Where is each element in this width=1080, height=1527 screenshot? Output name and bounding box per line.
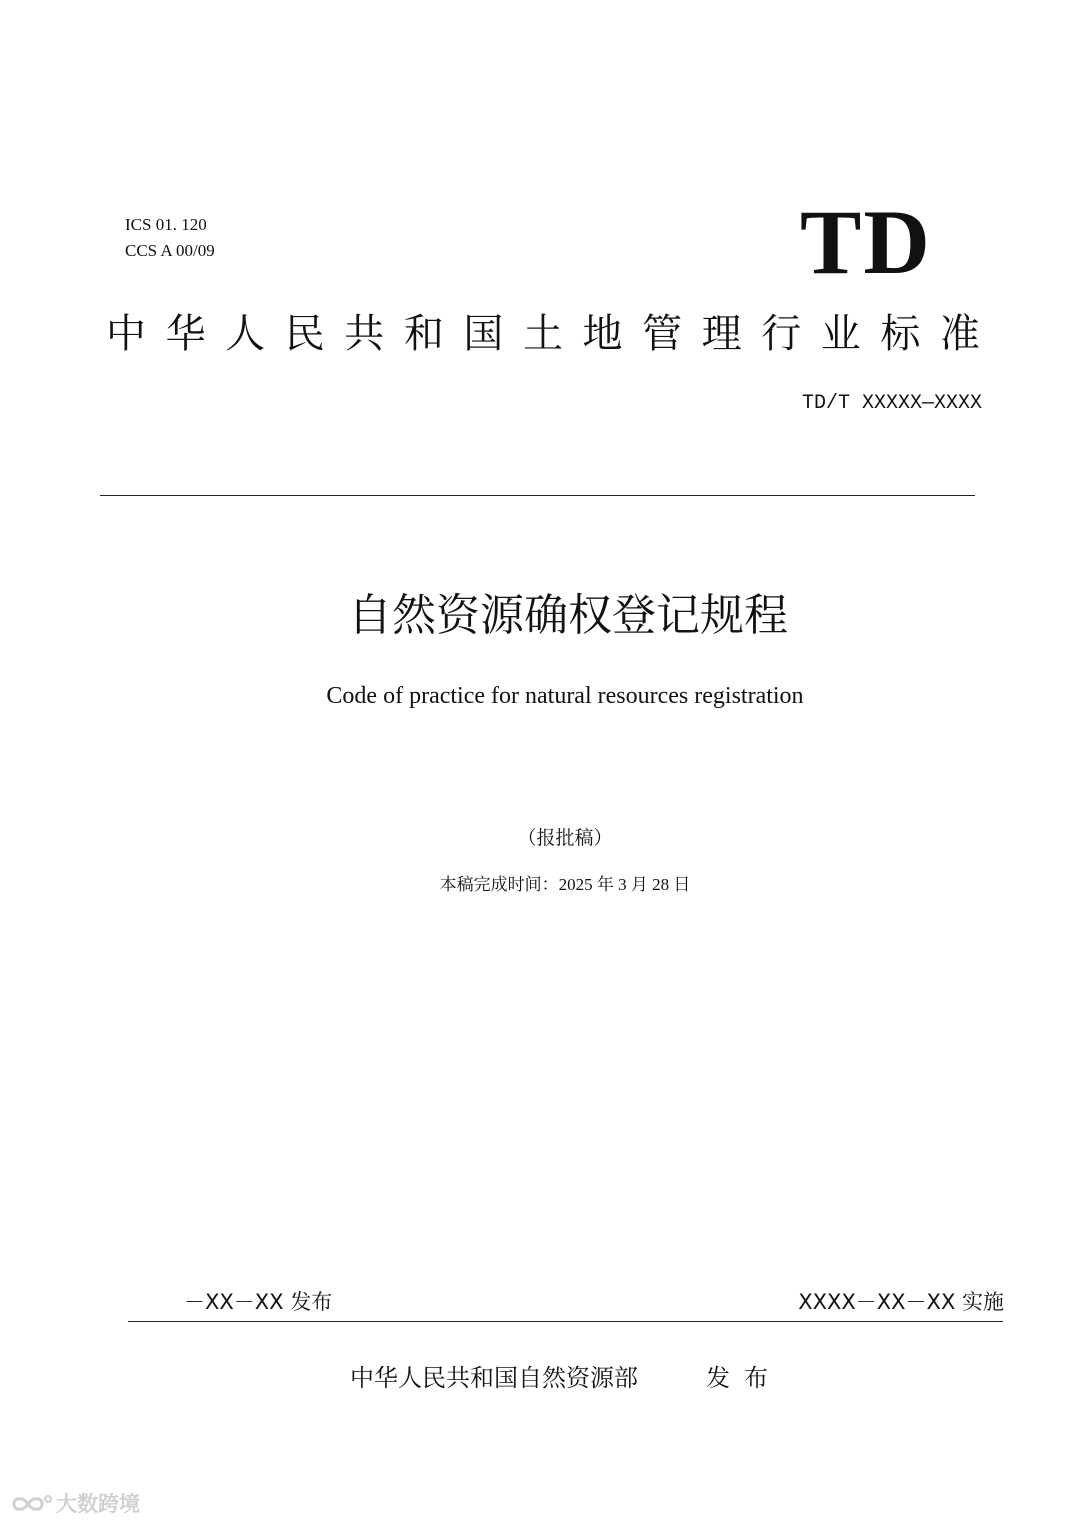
implementation-date: XXXX－XX－XX 实施 [798,1290,1004,1314]
title-char: 共 [344,311,385,357]
draft-label: （报批稿） [517,827,613,849]
watermark [8,1492,140,1516]
standard-category-title [106,306,980,362]
title-char: 管 [642,311,683,357]
td-logo: TD [800,191,932,293]
document-title-cn: 自然资源确权登记规程 [348,590,788,641]
title-char: 人 [225,311,266,357]
watermark-text: 大数跨境 [56,1492,140,1516]
title-char: 行 [761,311,802,357]
bottom-divider [128,1321,1003,1322]
standard-code: TD/T XXXXX—XXXX [801,392,982,415]
classification-codes [125,212,215,264]
issue-date: －XX－XX 发布 [184,1290,333,1314]
title-char: 中 [106,311,146,357]
title-char: 和 [403,311,444,357]
title-char: 土 [522,311,563,357]
ccs-code: CCS A 00/09 [125,241,215,260]
title-char: 理 [701,311,742,357]
title-char: 标 [880,311,921,357]
publisher-name: 中华人民共和国自然资源部 [350,1364,638,1392]
title-char: 国 [463,311,504,357]
title-char: 民 [284,311,325,357]
completion-date: 本稿完成时间：2025 年 3 月 28 日 [439,875,691,894]
publish-word: 发布 [706,1364,782,1392]
title-char: 准 [939,311,980,357]
title-char: 地 [582,311,623,357]
infinity-logo-icon [8,1492,54,1516]
document-title-en: Code of practice for natural resources registration [326,683,804,709]
title-char: 华 [165,311,206,357]
ics-code: ICS 01. 120 [125,215,207,234]
title-char: 业 [820,311,861,357]
top-divider [100,495,975,496]
